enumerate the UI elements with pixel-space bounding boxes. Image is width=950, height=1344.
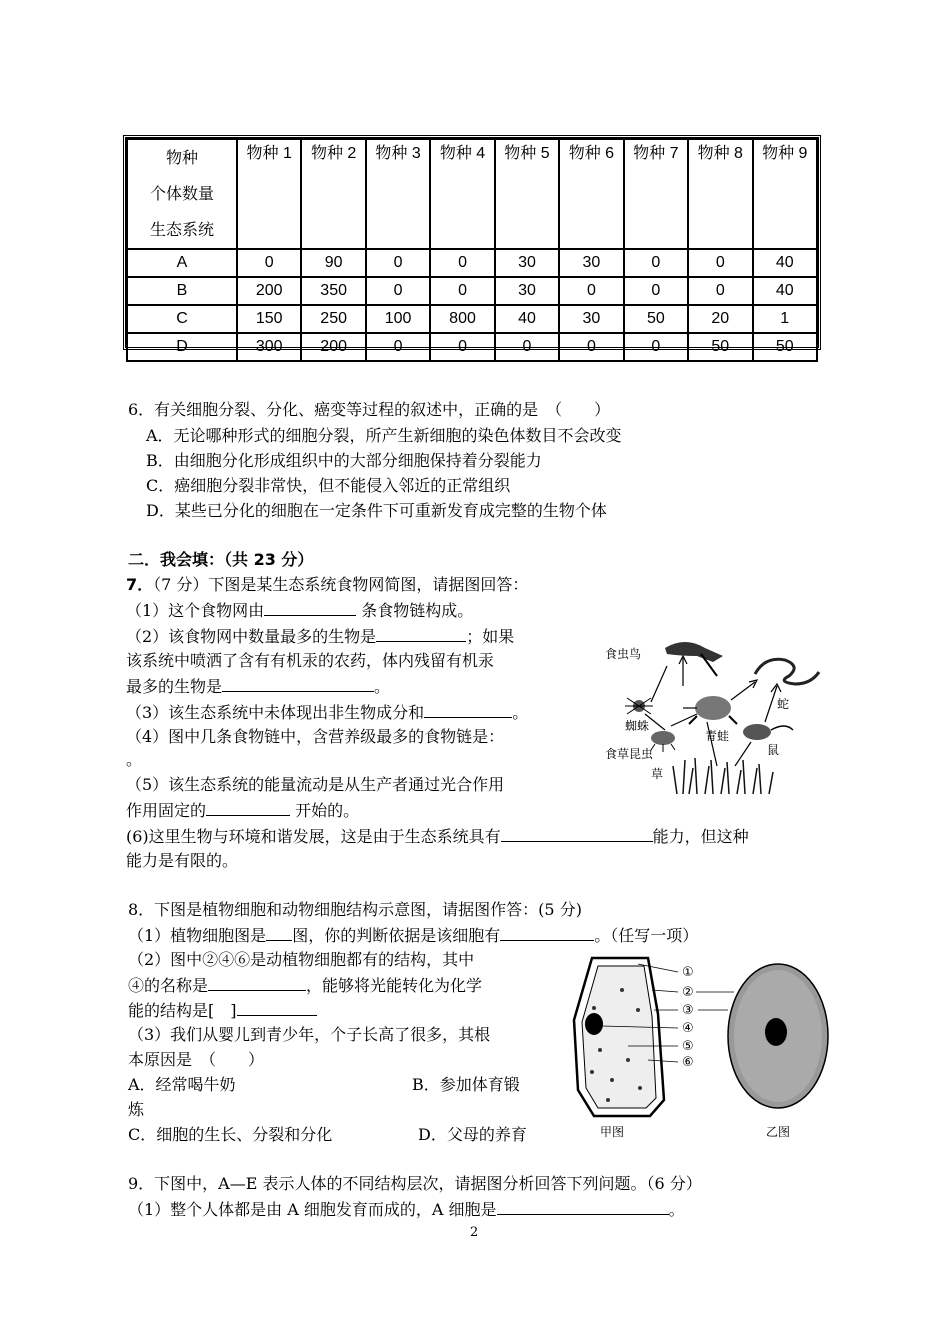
q6-stem: 6．有关细胞分裂、分化、癌变等过程的叙述中，正确的是 （ ）: [128, 400, 611, 419]
q8-part2-text: ④的名称是: [128, 976, 209, 995]
q8-part2-line3: [128, 998, 317, 1023]
row-label: D: [127, 333, 237, 361]
q7-part6: [126, 824, 749, 849]
species-header: 物种 4: [430, 139, 494, 249]
foodweb-label: 青蛙: [705, 729, 730, 743]
row-label: A: [127, 249, 237, 277]
nucleus: [585, 1013, 603, 1035]
q8-option-c: C．细胞的生长、分裂和分化: [128, 1125, 333, 1144]
q8-part1-mid: 图，你的判断依据是该细胞有: [292, 926, 501, 945]
table-row: [127, 249, 817, 277]
q7-part5-line2: [126, 798, 359, 823]
q8-option-b-cont: 炼: [128, 1100, 145, 1119]
q7-part5-text: 作用固定的: [126, 801, 207, 820]
answer-blank[interactable]: [376, 624, 466, 642]
table-cell: 150: [237, 305, 301, 333]
q7-part2-cont: 该系统中喷洒了含有有机汞的农药，体内残留有机汞: [126, 651, 495, 670]
q9-part1: [128, 1197, 685, 1222]
species-header: 物种 9: [753, 139, 818, 249]
insect-icon: [651, 731, 675, 745]
q8-part2: （2）图中②④⑥是动植物细胞都有的结构，其中: [128, 950, 475, 969]
answer-blank[interactable]: [237, 998, 317, 1016]
q9-stem: 9．下图中，A—E 表示人体的不同结构层次，请据图分析回答下列问题。（6 分）: [128, 1174, 702, 1193]
q8-part3-line2: 本原因是 （ ）: [128, 1050, 265, 1069]
species-header: 物种 7: [624, 139, 688, 249]
food-web-figure: [605, 626, 831, 800]
table-cell: 350: [301, 277, 365, 305]
foodweb-label: 食草昆虫: [605, 747, 654, 761]
answer-blank[interactable]: [500, 923, 594, 941]
table-cell: 0: [624, 277, 688, 305]
q8-stem: 8．下图是植物细胞和动物细胞结构示意图，请据图作答：(5 分): [128, 900, 582, 919]
q7-part1-text: （1）这个食物网由: [126, 601, 265, 620]
table-cell: 100: [366, 305, 430, 333]
row-label: C: [127, 305, 237, 333]
table-cell: 30: [495, 249, 559, 277]
table-cell: 800: [430, 305, 494, 333]
answer-blank[interactable]: [206, 798, 290, 816]
table-cell: 0: [366, 333, 430, 361]
table-cell: 50: [624, 305, 688, 333]
plant-cell: [574, 958, 694, 1139]
left-caption: 甲图: [600, 1125, 625, 1139]
table-cell: 30: [559, 305, 623, 333]
q7-part1: [126, 598, 473, 623]
q7-part6-tail: 能力，但这种: [652, 827, 749, 846]
table-cell: 40: [753, 277, 818, 305]
grass-icon: [673, 758, 773, 794]
nucleus: [765, 1018, 787, 1046]
q7-part3: [126, 700, 528, 725]
q8-part1-text: （1）植物细胞图是: [128, 926, 267, 945]
table-cell: 1: [753, 305, 818, 333]
mouse-icon: [743, 724, 771, 740]
table-corner-cell: [127, 139, 237, 249]
q9-part1-text: （1）整个人体都是由 A 细胞发育而成的，A 细胞是: [128, 1200, 497, 1219]
q6-option-b: B．由细胞分化形成组织中的大部分细胞保持着分裂能力: [146, 451, 542, 470]
q7-part3-end: 。: [512, 703, 529, 722]
table-cell: 20: [688, 305, 752, 333]
table-cell: 250: [301, 305, 365, 333]
species-header: 物种 3: [366, 139, 430, 249]
table-cell: 30: [559, 249, 623, 277]
section-heading: 二．我会填：（共 23 分）: [128, 550, 314, 569]
table-row: [127, 305, 817, 333]
answer-blank[interactable]: [222, 674, 374, 692]
q7-part2-line3: [126, 674, 390, 699]
marker-label: ④: [682, 1021, 694, 1036]
corner-ecosystem-label: 生态系统: [149, 220, 214, 239]
table-cell: 0: [366, 277, 430, 305]
answer-blank[interactable]: [208, 973, 306, 991]
snake-icon: [755, 659, 819, 684]
table-cell: 50: [753, 333, 818, 361]
foodweb-label: 鼠: [767, 743, 780, 757]
table-cell: 0: [237, 249, 301, 277]
q7-part4-end: 。: [126, 750, 143, 769]
marker-label: ③: [682, 1003, 694, 1018]
q7-number: 7．: [126, 575, 154, 594]
q8-part2-text3: 能的结构是[ ]: [128, 1001, 237, 1020]
q6-option-a: A．无论哪种形式的细胞分裂，所产生新细胞的染色体数目不会改变: [146, 426, 622, 445]
q8-option-b: B．参加体育锻: [412, 1075, 520, 1094]
marker-label: ①: [682, 965, 694, 980]
table-cell: 40: [753, 249, 818, 277]
q8-option-d: D．父母的养育: [418, 1125, 527, 1144]
marker-label: ②: [682, 985, 694, 1000]
answer-blank[interactable]: [424, 700, 512, 718]
row-label: B: [127, 277, 237, 305]
species-header: 物种 6: [559, 139, 623, 249]
table-cell: 0: [559, 333, 623, 361]
corner-species-label: 物种: [165, 148, 198, 167]
q6-option-c: C．癌细胞分裂非常快，但不能侵入邻近的正常组织: [146, 476, 511, 495]
species-header: 物种 8: [688, 139, 752, 249]
q7-part2-text3: 最多的生物是: [126, 677, 223, 696]
table-row: [127, 333, 817, 361]
table-cell: 0: [624, 333, 688, 361]
table-cell: 0: [559, 277, 623, 305]
q9-part1-end: 。: [668, 1200, 685, 1219]
animal-cell: [696, 964, 828, 1139]
q7-part2: [126, 624, 514, 649]
table-cell: 0: [430, 277, 494, 305]
q7-part6-text: (6)这里生物与环境和谐发展，这是由于生态系统具有: [126, 827, 501, 846]
table-cell: 300: [237, 333, 301, 361]
table-cell: 40: [495, 305, 559, 333]
q7-part3-text: （3）该生态系统中未体现出非生物成分和: [126, 703, 425, 722]
table-cell: 200: [301, 333, 365, 361]
species-table: [123, 135, 821, 355]
answer-blank[interactable]: [497, 1197, 669, 1215]
q7-part5: （5）该生态系统的能量流动是从生产者通过光合作用: [126, 775, 505, 794]
table-cell: 90: [301, 249, 365, 277]
answer-blank[interactable]: [501, 824, 653, 842]
answer-blank[interactable]: [266, 923, 292, 941]
table-cell: 0: [430, 249, 494, 277]
q7-part5-tail: 开始的。: [290, 801, 360, 820]
marker-label: ⑥: [682, 1055, 694, 1070]
table-cell: 0: [688, 277, 752, 305]
q8-part1: [128, 923, 698, 948]
q6-option-d: D．某些已分化的细胞在一定条件下可重新发育成完整的生物个体: [146, 501, 607, 520]
frog-icon: [695, 696, 731, 720]
q7-stem: [126, 573, 528, 597]
marker-label: ⑤: [682, 1039, 694, 1054]
table-cell: 0: [624, 249, 688, 277]
q8-part2-line2: [128, 973, 482, 998]
q8-part2-tail: ，能够将光能转化为化学: [306, 976, 483, 995]
q8-part1-tail: 。（任写一项）: [594, 926, 699, 945]
answer-blank[interactable]: [264, 598, 356, 616]
foodweb-label: 蛇: [777, 697, 790, 711]
foodweb-label: 蜘蛛: [625, 719, 650, 733]
q8-part3: （3）我们从婴儿到青少年，个子长高了很多，其根: [128, 1025, 491, 1044]
table-cell: 50: [688, 333, 752, 361]
cell-diagram: [568, 950, 848, 1142]
foodweb-label: 食虫鸟: [605, 647, 642, 661]
q8-option-a: A．经常喝牛奶: [128, 1075, 236, 1094]
table-row: [127, 277, 817, 305]
q7-part6-line2: 能力是有限的。: [126, 851, 239, 870]
table-cell: 0: [688, 249, 752, 277]
species-header: 物种 1: [237, 139, 301, 249]
table-cell: 0: [366, 249, 430, 277]
q7-part1-tail: 条食物链构成。: [356, 601, 474, 620]
species-header: 物种 5: [495, 139, 559, 249]
table-cell: 0: [430, 333, 494, 361]
right-caption: 乙图: [766, 1125, 791, 1139]
q7-stem-text: （7 分）下图是某生态系统食物网简图，请据图回答：: [153, 575, 529, 594]
species-header: 物种 2: [301, 139, 365, 249]
q7-part2-text: （2）该食物网中数量最多的生物是: [126, 627, 377, 646]
page-number: 2: [470, 1225, 479, 1240]
table-cell: 0: [495, 333, 559, 361]
q7-part2-tail: ；如果: [466, 627, 515, 646]
table-cell: 30: [495, 277, 559, 305]
bird-icon: [665, 642, 723, 662]
q7-part4: （4）图中几条食物链中，含营养级最多的食物链是：: [126, 727, 505, 746]
q7-part2-end: 。: [374, 677, 391, 696]
foodweb-label: 草: [651, 767, 664, 781]
table-cell: 200: [237, 277, 301, 305]
corner-count-label: 个体数量: [149, 184, 214, 203]
